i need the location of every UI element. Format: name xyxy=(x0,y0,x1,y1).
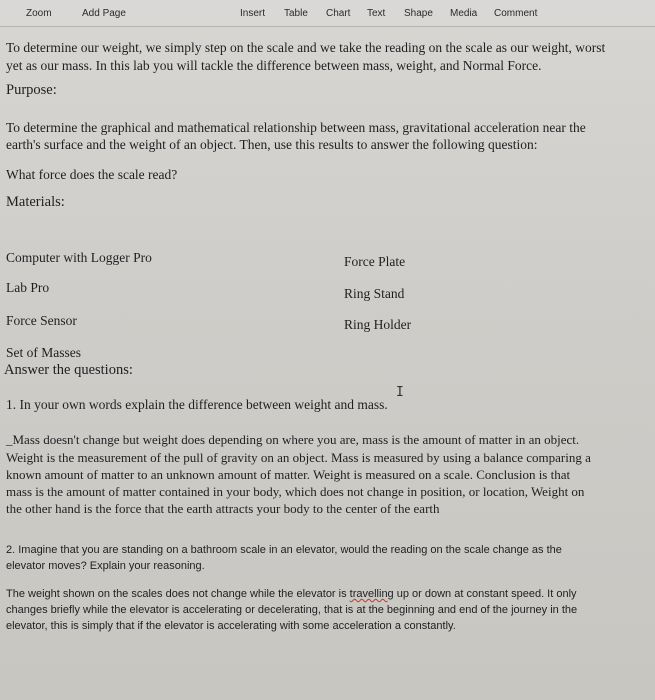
question-2-line: elevator moves? Explain your reasoning. xyxy=(6,560,205,572)
intro-line: To determine our weight, we simply step on the scale and we take the reading on the scale as our weight, worst xyxy=(6,40,606,55)
zoom-button[interactable]: Zoom xyxy=(26,8,52,19)
material-item: Computer with Logger Pro xyxy=(6,250,152,265)
answer-1-line[interactable]: Weight is the measurement of the pull of gravity on an object. Mass is measured by using a balance comparing a xyxy=(6,450,591,465)
material-item: Lab Pro xyxy=(6,280,50,295)
comment-button[interactable]: Comment xyxy=(494,8,538,19)
material-item: Set of Masses xyxy=(6,345,81,360)
answer-2-text: up or down at constant speed. It only xyxy=(393,588,577,600)
question-text: What force does the scale read? xyxy=(6,167,178,182)
material-item: Force Plate xyxy=(344,254,406,269)
question-1: 1. In your own words explain the difference between weight and mass. xyxy=(6,397,388,412)
answer-1-line[interactable]: _Mass doesn't change but weight does depending on where you are, mass is the amount of matter in an object. xyxy=(6,432,580,447)
shape-button[interactable]: Shape xyxy=(404,8,433,19)
answer-1-line[interactable]: the other hand is the force that the earth attracts your body to the center of the earth xyxy=(6,501,440,516)
answer-1-line[interactable]: mass is the amount of matter contained in your body, which does not change in position, or location, Weight on xyxy=(6,484,585,499)
material-item: Ring Stand xyxy=(344,286,405,301)
add-page-button[interactable]: Add Page xyxy=(82,8,126,19)
insert-button[interactable]: Insert xyxy=(240,8,266,19)
material-item: Force Sensor xyxy=(6,313,77,328)
purpose-heading: Purpose: xyxy=(6,82,57,98)
answer-2-text: The weight shown on the scales does not change while the elevator is xyxy=(6,588,350,600)
media-button[interactable]: Media xyxy=(450,8,478,19)
text-button[interactable]: Text xyxy=(367,8,386,19)
purpose-line: To determine the graphical and mathematical relationship between mass, gravitational acceleration near the xyxy=(6,120,586,135)
answer-1-line[interactable]: known amount of matter to an unknown amount of matter. Weight is measured on a scale. Conclusion is that xyxy=(6,467,571,482)
question-2-line: 2. Imagine that you are standing on a bathroom scale in an elevator, would the reading on the scale change as the xyxy=(6,544,562,556)
answer-2-line[interactable] xyxy=(6,586,577,602)
document-page[interactable] xyxy=(0,27,655,700)
materials-heading: Materials: xyxy=(6,194,65,210)
purpose-line: earth's surface and the weight of an object. Then, use this results to answer the following question: xyxy=(6,137,538,152)
material-item: Ring Holder xyxy=(344,317,412,332)
table-button[interactable]: Table xyxy=(284,8,308,19)
answer-2-line[interactable]: elevator, this is simply that if the elevator is accelerating with some acceleration a constantly. xyxy=(6,620,456,632)
answer-heading: Answer the questions: xyxy=(4,362,133,378)
toolbar xyxy=(0,0,655,27)
misspelled-word[interactable]: travelling xyxy=(349,588,394,600)
text-cursor-icon: I xyxy=(396,385,404,400)
answer-2-line[interactable]: changes briefly while the elevator is accelerating or decelerating, that is at the beginning and end of the journey in the xyxy=(6,604,578,616)
chart-button[interactable]: Chart xyxy=(326,8,351,19)
intro-line: yet as our mass. In this lab you will tackle the difference between mass, weight, and Normal Force. xyxy=(6,58,542,73)
